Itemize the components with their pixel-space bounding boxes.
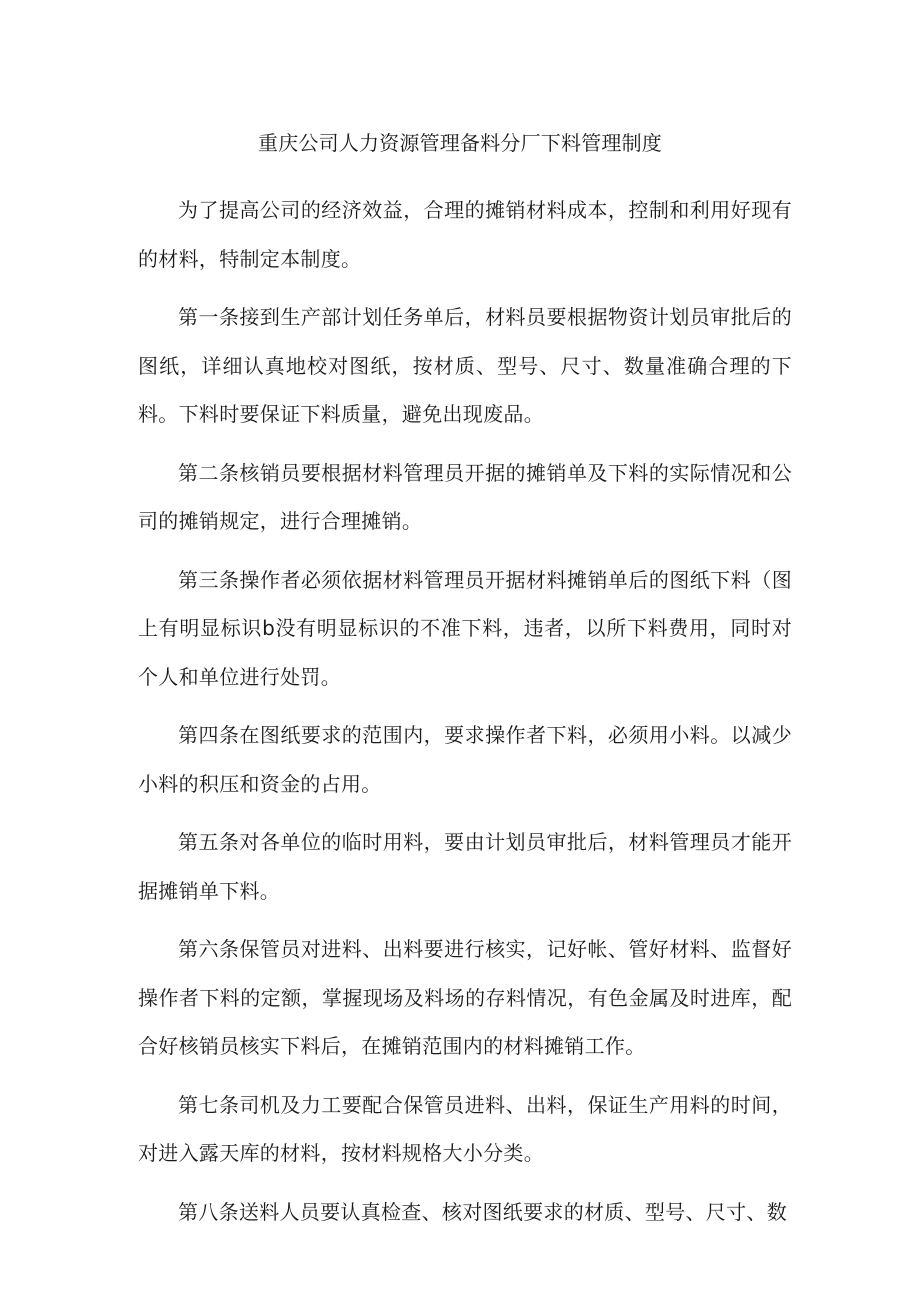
paragraph-article-1: 第一条接到生产部计划任务单后，材料员要根据物资计划员审批后的图纸，详细认真地校对图纸，按材质、型号、尺寸、数量准确合理的下料。下料时要保证下料质量，避免出现废品。 <box>138 305 792 426</box>
document-title: 重庆公司人力资源管理备料分厂下料管理制度 <box>258 131 662 155</box>
paragraph-article-7: 第七条司机及力工要配合保管员进料、出料，保证生产用料的时间，对进入露天库的材料，按材料规格大小分类。 <box>138 1092 792 1165</box>
paragraph-article-8: 第八条送料人员要认真检查、核对图纸要求的材质、型号、尺寸、数 <box>178 1199 787 1224</box>
paragraph-article-4: 第四条在图纸要求的范围内，要求操作者下料，必须用小料。以减少小料的积压和资金的占用。 <box>138 723 792 796</box>
paragraph-article-3: 第三条操作者必须依据材料管理员开据材料摊销单后的图纸下料（图上有明显标识b没有明显标识的不准下料，违者，以所下料费用，同时对个人和单位进行处罚。 <box>138 567 792 689</box>
document-body <box>138 186 792 1236</box>
paragraph-article-2: 第二条核销员要根据材料管理员开据的摊销单及下料的实际情况和公司的摊销规定，进行合理摊销。 <box>138 460 792 533</box>
paragraph-article-6: 第六条保管员对进料、出料要进行核实，记好帐、管好材料、监督好操作者下料的定额，掌握现场及料场的存料情况，有色金属及时进库，配合好核销员核实下料后，在摊销范围内的材料摊销工作。 <box>138 937 792 1058</box>
paragraph-article-5: 第五条对各单位的临时用料，要由计划员审批后，材料管理员才能开据摊销单下料。 <box>138 830 792 903</box>
paragraph-intro: 为了提高公司的经济效益，合理的摊销材料成本，控制和利用好现有的材料，特制定本制度。 <box>138 198 792 271</box>
